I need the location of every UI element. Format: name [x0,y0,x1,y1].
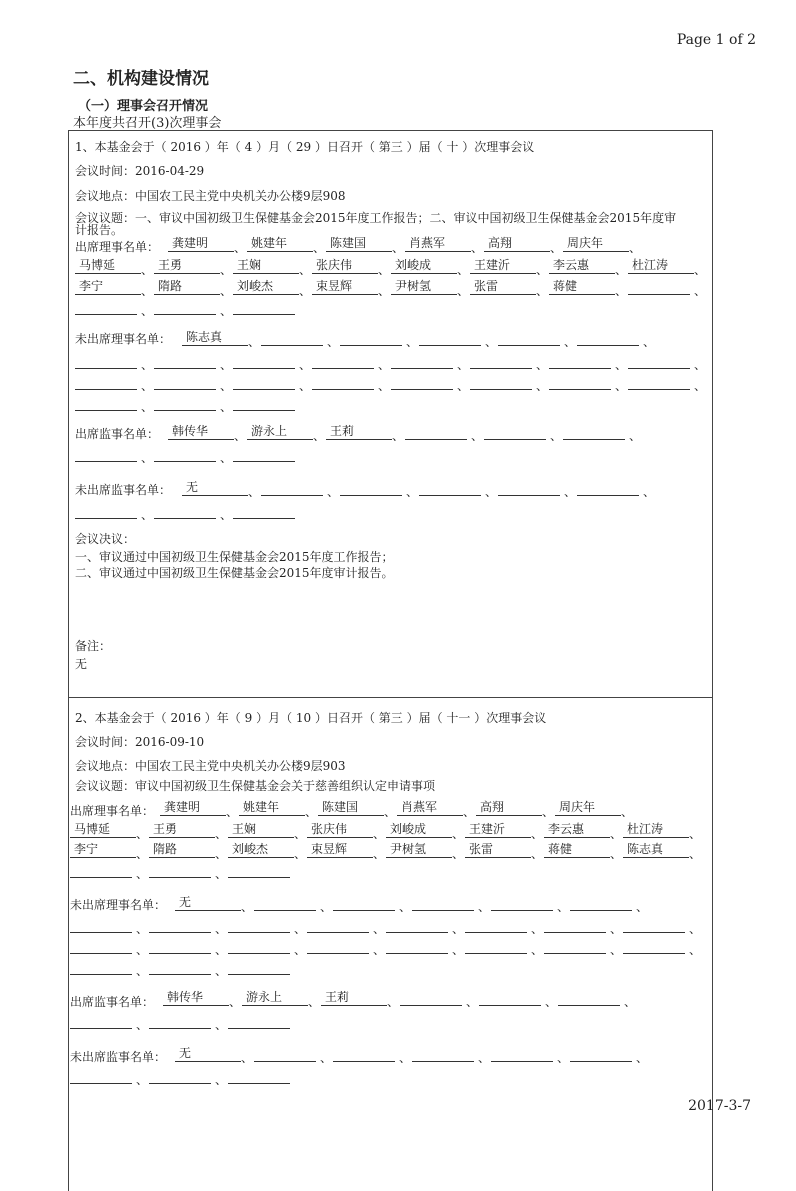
separator-mark: 、 [478,1051,491,1065]
name-entry: 刘峻杰 [233,279,299,295]
separator-mark: 、 [226,805,239,819]
meeting-time: 会议时间：2016-09-10 [75,735,205,749]
meeting-header: 1、本基金会于（ 2016 ）年（ 4 ）月（ 29 ）日召开（ 第三 ）届（ 十 ）次理事会议 [75,140,535,154]
separator-mark: 、 [299,263,312,277]
blank-entry [544,917,606,933]
name-entry: 尹树氢 [386,842,452,858]
name-entry: 游永上 [242,990,308,1006]
separator-mark: 、 [610,922,623,936]
name-entry: 王娴 [228,822,294,838]
blank-entry [570,895,632,911]
absent-directors-label: 未出席理事名单： [75,332,172,346]
separator-mark: 、 [378,358,391,372]
blank-entry [479,990,541,1006]
name-entry: 李宁 [75,279,141,295]
name-entry: 龚建明 [168,236,234,252]
blank-entry [307,917,369,933]
blank-entry [549,374,611,390]
separator-mark: 、 [485,485,498,499]
separator-mark: 、 [327,335,340,349]
separator-mark: 、 [610,943,623,957]
separator-mark: 、 [463,805,476,819]
separator-mark: 、 [536,263,549,277]
separator-mark: 、 [136,964,149,978]
name-entry: 李云惠 [544,822,610,838]
blank-entry [75,374,137,390]
separator-mark: 、 [136,867,149,881]
blank-entry [307,938,369,954]
blank-entry [312,353,374,369]
meeting-header: 2、本基金会于（ 2016 ）年（ 9 ）月（ 10 ）日召开（ 第三 ）届（ 十一 ）次理事会议 [75,711,547,725]
name-entry: 张雷 [470,279,536,295]
separator-mark: 、 [478,900,491,914]
name-entry: 王勇 [149,822,215,838]
separator-mark: 、 [141,379,154,393]
name-entry: 姚建年 [239,800,305,816]
blank-entry [154,395,216,411]
separator-mark: 、 [378,379,391,393]
separator-mark: 、 [471,241,484,255]
blank-entry [391,353,453,369]
name-entry: 王莉 [321,990,387,1006]
blank-entry [228,1068,290,1084]
blank-entry [261,330,323,346]
separator-mark: 、 [141,451,154,465]
blank-entry [154,299,216,315]
name-entry: 束昱辉 [307,842,373,858]
separator-mark: 、 [320,1051,333,1065]
absent-directors-label: 未出席理事名单： [70,898,167,912]
separator-mark: 、 [615,358,628,372]
separator-mark: 、 [141,263,154,277]
name-entry: 张庆伟 [312,258,378,274]
blank-entry [233,299,295,315]
blank-entry [149,938,211,954]
blank-entry [149,917,211,933]
blank-entry [340,330,402,346]
separator-mark: 、 [536,379,549,393]
separator-mark: 、 [220,451,233,465]
blank-entry [75,395,137,411]
meeting-topic: 会议议题：一、审议中国初级卫生保健基金会2015年度工作报告；二、审议中国初级卫生保健基金会2015年度审 [75,211,677,225]
name-entry: 王建沂 [470,258,536,274]
blank-entry [628,353,690,369]
blank-entry [154,374,216,390]
separator-mark: 、 [141,304,154,318]
separator-mark: 、 [452,827,465,841]
blank-entry [419,480,481,496]
name-entry: 韩传华 [163,990,229,1006]
present-directors-label: 出席理事名单： [75,240,160,254]
separator-mark: 、 [615,379,628,393]
separator-mark: 、 [457,284,470,298]
separator-mark: 、 [531,827,544,841]
separator-mark: 、 [531,943,544,957]
separator-mark: 、 [621,805,634,819]
separator-mark: 、 [610,847,623,861]
separator-mark: 、 [387,995,400,1009]
separator-mark: 、 [471,429,484,443]
blank-entry [70,1068,132,1084]
separator-mark: 、 [220,304,233,318]
separator-mark: 、 [378,263,391,277]
separator-mark: 、 [536,358,549,372]
blank-entry [70,959,132,975]
blank-entry [233,374,295,390]
name-entry: 陈建国 [326,236,392,252]
separator-mark: 、 [629,429,642,443]
resolution-label: 会议决议： [75,532,136,546]
separator-mark: 、 [220,400,233,414]
separator-mark: 、 [220,379,233,393]
name-entry: 无 [182,480,248,496]
separator-mark: 、 [220,358,233,372]
separator-mark: 、 [610,827,623,841]
separator-mark: 、 [689,922,702,936]
separator-mark: 、 [313,241,326,255]
separator-mark: 、 [689,847,702,861]
blank-entry [340,480,402,496]
blank-entry [261,480,323,496]
blank-entry [412,1046,474,1062]
separator-mark: 、 [141,284,154,298]
blank-entry [470,353,532,369]
blank-entry [400,990,462,1006]
name-entry: 游永上 [247,424,313,440]
meeting-count-summary: 本年度共召开(3)次理事会 [73,116,222,131]
separator-mark: 、 [406,485,419,499]
separator-mark: 、 [550,241,563,255]
separator-mark: 、 [373,943,386,957]
separator-mark: 、 [215,1073,228,1087]
meeting-topic-cont: 计报告。 [75,223,124,237]
present-supervisors-label: 出席监事名单： [75,427,160,441]
separator-mark: 、 [694,284,707,298]
separator-mark: 、 [299,379,312,393]
blank-entry [70,862,132,878]
meeting-place: 会议地点：中国农工民主党中央机关办公楼9层908 [75,189,346,203]
absent-supervisors-label: 未出席监事名单： [70,1050,167,1064]
separator-mark: 、 [615,284,628,298]
separator-mark: 、 [136,1073,149,1087]
subsection-title: （一）理事会召开情况 [78,99,209,114]
separator-mark: 、 [615,263,628,277]
name-entry: 肖燕军 [397,800,463,816]
name-entry: 韩传华 [168,424,234,440]
name-entry: 蒋健 [544,842,610,858]
blank-entry [465,917,527,933]
name-entry: 张雷 [465,842,531,858]
blank-entry [386,938,448,954]
section-title: 二、机构建设情况 [73,69,209,89]
separator-mark: 、 [636,900,649,914]
present-directors-label: 出席理事名单： [70,804,155,818]
separator-mark: 、 [689,943,702,957]
blank-entry [75,353,137,369]
name-entry: 高翔 [476,800,542,816]
blank-entry [623,938,685,954]
name-entry: 刘峻成 [391,258,457,274]
blank-entry [154,353,216,369]
separator-mark: 、 [294,943,307,957]
separator-mark: 、 [694,358,707,372]
blank-entry [563,424,625,440]
separator-mark: 、 [452,922,465,936]
remarks-label: 备注： [75,639,112,653]
separator-mark: 、 [694,263,707,277]
blank-entry [628,279,690,295]
remarks-value: 无 [75,657,88,671]
blank-entry [470,374,532,390]
separator-mark: 、 [550,429,563,443]
page-info: Page 1 of 2 [676,32,756,48]
name-entry: 李云惠 [549,258,615,274]
separator-mark: 、 [636,1051,649,1065]
name-entry: 王勇 [154,258,220,274]
meeting-separator [68,697,712,698]
separator-mark: 、 [373,922,386,936]
separator-mark: 、 [313,429,326,443]
meeting-place: 会议地点：中国农工民主党中央机关办公楼9层903 [75,759,346,773]
blank-entry [628,374,690,390]
separator-mark: 、 [136,827,149,841]
separator-mark: 、 [542,805,555,819]
separator-mark: 、 [215,943,228,957]
name-entry: 陈志真 [623,842,689,858]
blank-entry [405,424,467,440]
name-entry: 尹树氢 [391,279,457,295]
separator-mark: 、 [215,1018,228,1032]
meeting-time: 会议时间：2016-04-29 [75,164,205,178]
blank-entry [228,917,290,933]
separator-mark: 、 [373,847,386,861]
name-entry: 龚建明 [160,800,226,816]
separator-mark: 、 [294,847,307,861]
blank-entry [75,503,137,519]
blank-entry [149,862,211,878]
blank-entry [570,1046,632,1062]
name-entry: 马博延 [70,822,136,838]
blank-entry [228,938,290,954]
separator-mark: 、 [220,284,233,298]
blank-entry [558,990,620,1006]
name-entry: 蒋健 [549,279,615,295]
resolution-item: 一、审议通过中国初级卫生保健基金会2015年度工作报告； [75,550,394,564]
blank-entry [149,1068,211,1084]
resolution-item: 二、审议通过中国初级卫生保健基金会2015年度审计报告。 [75,566,394,580]
separator-mark: 、 [320,900,333,914]
separator-mark: 、 [399,1051,412,1065]
name-entry: 杜江涛 [628,258,694,274]
separator-mark: 、 [378,284,391,298]
separator-mark: 、 [229,995,242,1009]
blank-entry [254,1046,316,1062]
separator-mark: 、 [536,284,549,298]
blank-entry [233,446,295,462]
blank-entry [312,374,374,390]
separator-mark: 、 [392,241,405,255]
separator-mark: 、 [294,827,307,841]
blank-entry [228,862,290,878]
blank-entry [498,480,560,496]
blank-entry [70,1013,132,1029]
blank-entry [549,353,611,369]
separator-mark: 、 [141,508,154,522]
separator-mark: 、 [241,900,254,914]
separator-mark: 、 [234,241,247,255]
separator-mark: 、 [457,263,470,277]
separator-mark: 、 [220,263,233,277]
name-entry: 肖燕军 [405,236,471,252]
separator-mark: 、 [136,943,149,957]
separator-mark: 、 [531,922,544,936]
meeting-topic: 会议议题：审议中国初级卫生保健基金会关于慈善组织认定申请事项 [75,779,436,793]
separator-mark: 、 [564,485,577,499]
separator-mark: 、 [466,995,479,1009]
separator-mark: 、 [531,847,544,861]
name-entry: 王娴 [233,258,299,274]
separator-mark: 、 [399,900,412,914]
separator-mark: 、 [643,335,656,349]
name-entry: 隋路 [154,279,220,295]
blank-entry [491,895,553,911]
blank-entry [233,503,295,519]
name-entry: 周庆年 [563,236,629,252]
name-entry: 无 [175,895,241,911]
name-entry: 刘峻杰 [228,842,294,858]
name-entry: 陈建国 [318,800,384,816]
name-entry: 刘峻成 [386,822,452,838]
blank-entry [498,330,560,346]
separator-mark: 、 [564,335,577,349]
blank-entry [333,895,395,911]
name-entry: 隋路 [149,842,215,858]
separator-mark: 、 [305,805,318,819]
name-entry: 张庆伟 [307,822,373,838]
blank-entry [75,299,137,315]
blank-entry [233,395,295,411]
blank-entry [228,1013,290,1029]
separator-mark: 、 [215,922,228,936]
separator-mark: 、 [392,429,405,443]
footer-date: 2017-3-7 [688,1098,751,1114]
separator-mark: 、 [384,805,397,819]
name-entry: 周庆年 [555,800,621,816]
blank-entry [333,1046,395,1062]
separator-mark: 、 [557,1051,570,1065]
separator-mark: 、 [141,400,154,414]
separator-mark: 、 [299,358,312,372]
separator-mark: 、 [215,867,228,881]
separator-mark: 、 [452,847,465,861]
separator-mark: 、 [215,964,228,978]
separator-mark: 、 [215,847,228,861]
blank-entry [386,917,448,933]
name-entry: 陈志真 [182,330,248,346]
separator-mark: 、 [557,900,570,914]
absent-supervisors-label: 未出席监事名单： [75,483,172,497]
blank-entry [577,480,639,496]
name-entry: 王莉 [326,424,392,440]
blank-entry [154,446,216,462]
separator-mark: 、 [373,827,386,841]
blank-entry [233,353,295,369]
separator-mark: 、 [643,485,656,499]
separator-mark: 、 [457,358,470,372]
blank-entry [149,1013,211,1029]
separator-mark: 、 [136,922,149,936]
blank-entry [391,374,453,390]
blank-entry [70,938,132,954]
blank-entry [228,959,290,975]
blank-entry [577,330,639,346]
separator-mark: 、 [248,335,261,349]
blank-entry [544,938,606,954]
name-entry: 高翔 [484,236,550,252]
name-entry: 马博延 [75,258,141,274]
blank-entry [149,959,211,975]
separator-mark: 、 [689,827,702,841]
separator-mark: 、 [141,358,154,372]
separator-mark: 、 [299,284,312,298]
blank-entry [75,446,137,462]
blank-entry [484,424,546,440]
blank-entry [623,917,685,933]
separator-mark: 、 [545,995,558,1009]
blank-entry [154,503,216,519]
separator-mark: 、 [629,241,642,255]
name-entry: 无 [175,1046,241,1062]
separator-mark: 、 [248,485,261,499]
separator-mark: 、 [136,1018,149,1032]
name-entry: 王建沂 [465,822,531,838]
blank-entry [412,895,474,911]
name-entry: 杜江涛 [623,822,689,838]
blank-entry [465,938,527,954]
separator-mark: 、 [406,335,419,349]
separator-mark: 、 [624,995,637,1009]
blank-entry [419,330,481,346]
separator-mark: 、 [308,995,321,1009]
name-entry: 姚建年 [247,236,313,252]
name-entry: 李宁 [70,842,136,858]
separator-mark: 、 [694,379,707,393]
separator-mark: 、 [215,827,228,841]
blank-entry [70,917,132,933]
separator-mark: 、 [327,485,340,499]
separator-mark: 、 [136,847,149,861]
separator-mark: 、 [452,943,465,957]
separator-mark: 、 [457,379,470,393]
separator-mark: 、 [234,429,247,443]
name-entry: 束昱辉 [312,279,378,295]
present-supervisors-label: 出席监事名单： [70,995,155,1009]
blank-entry [491,1046,553,1062]
separator-mark: 、 [241,1051,254,1065]
blank-entry [254,895,316,911]
separator-mark: 、 [220,508,233,522]
separator-mark: 、 [294,922,307,936]
separator-mark: 、 [485,335,498,349]
